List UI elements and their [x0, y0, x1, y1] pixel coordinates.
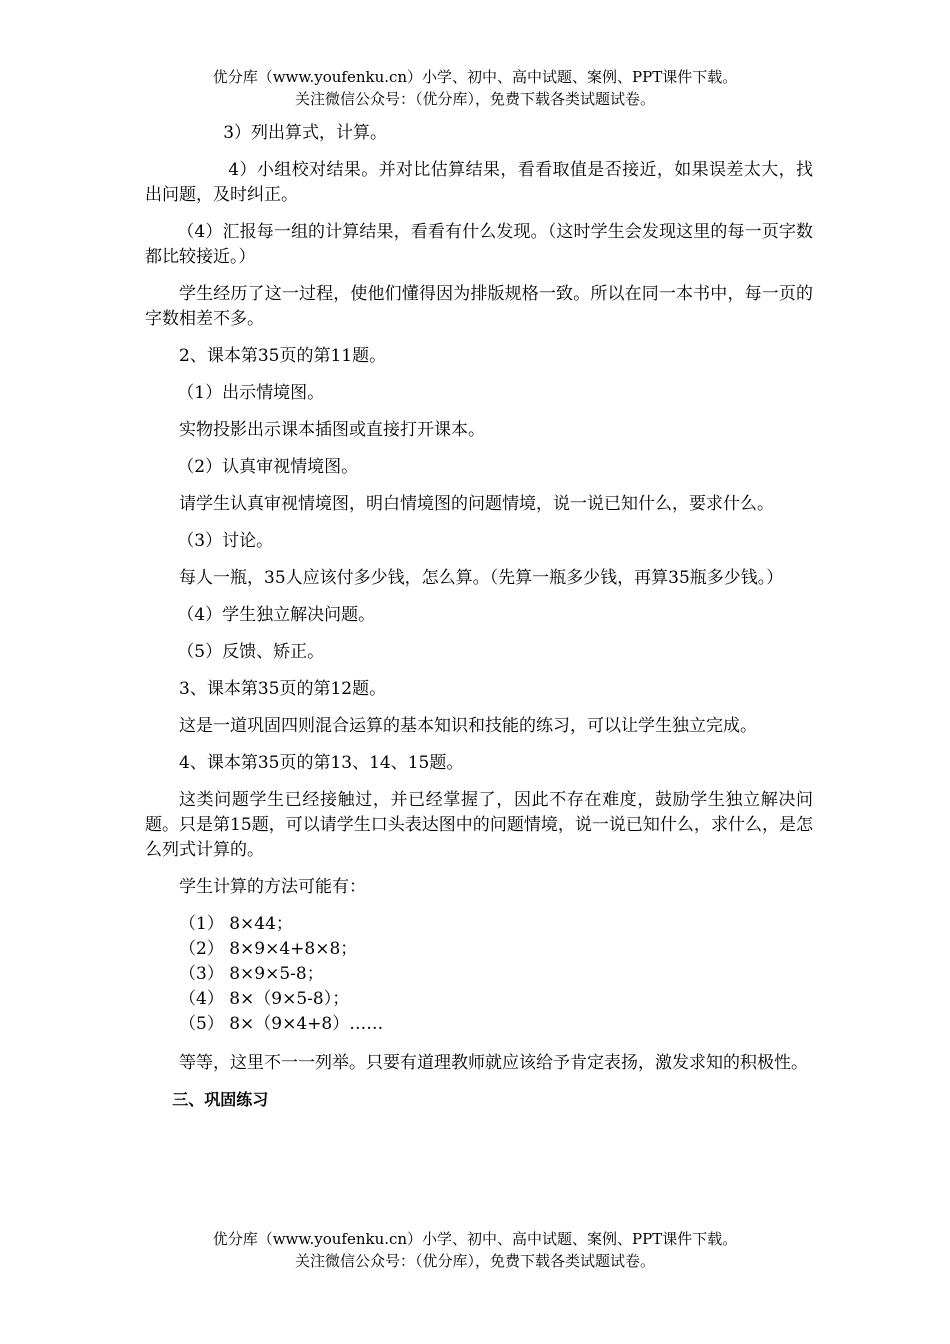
page-header	[0, 66, 950, 110]
paragraph-step-3: 3）列出算式，计算。	[223, 123, 388, 143]
footer-line-1: 优分库（www.youfenku.cn）小学、初中、高中试题、案例、PPT课件下载。	[212, 1230, 738, 1248]
document-body	[145, 121, 813, 1112]
paragraph-report: （4）汇报每一组的计算结果，看看有什么发现。（这时学生会发现这里的每一页字数都比较接近。）	[145, 222, 813, 267]
header-line-1: 优分库（www.youfenku.cn）小学、初中、高中试题、案例、PPT课件下载。	[212, 68, 738, 86]
paragraph-feedback: （5）反馈、矫正。	[177, 642, 325, 662]
section-heading-consolidation: 三、巩固练习	[172, 1090, 269, 1109]
formula-item: （1） 8×44；	[179, 914, 293, 934]
paragraph-projection: 实物投影出示课本插图或直接打开课本。	[179, 420, 485, 440]
paragraph-exercise-12-detail: 这是一道巩固四则混合运算的基本知识和技能的练习，可以让学生独立完成。	[179, 716, 757, 736]
paragraph-discuss-detail: 每人一瓶，35人应该付多少钱，怎么算。（先算一瓶多少钱，再算35瓶多少钱。）	[179, 568, 784, 588]
formula-list	[145, 912, 813, 1037]
formula-item: （4） 8×（9×5-8）；	[179, 989, 350, 1009]
formula-item: （5） 8×（9×4+8）……	[179, 1014, 384, 1034]
paragraph-exercise-12: 3、课本第35页的第12题。	[179, 679, 387, 699]
paragraph-summary: 学生经历了这一过程，使他们懂得因为排版规格一致。所以在同一本书中，每一页的字数相差不多。	[145, 284, 813, 329]
paragraph-show-picture: （1）出示情境图。	[177, 383, 325, 403]
paragraph-examine-detail: 请学生认真审视情境图，明白情境图的问题情境，说一说已知什么，要求什么。	[179, 494, 774, 514]
header-line-2: 关注微信公众号：（优分库），免费下载各类试题试卷。	[294, 90, 655, 108]
paragraph-solve: （4）学生独立解决问题。	[177, 605, 376, 625]
paragraph-examine-picture: （2）认真审视情境图。	[177, 457, 359, 477]
page-footer	[0, 1228, 950, 1272]
paragraph-discuss: （3）讨论。	[177, 531, 274, 551]
paragraph-exercise-13-15-detail: 这类问题学生已经接触过，并已经掌握了，因此不存在难度，鼓励学生独立解决问题。只是第15题，可以请学生口头表达图中的问题情境，说一说已知什么，求什么，是怎么列式计算的。	[145, 790, 813, 860]
footer-line-2: 关注微信公众号：（优分库），免费下载各类试题试卷。	[294, 1252, 655, 1270]
paragraph-exercise-11: 2、课本第35页的第11题。	[179, 346, 387, 366]
paragraph-conclusion: 等等，这里不一一列举。只要有道理教师就应该给予肯定表扬，激发求知的积极性。	[179, 1053, 808, 1073]
paragraph-methods-intro: 学生计算的方法可能有：	[179, 877, 366, 897]
paragraph-step-4: 4）小组校对结果。并对比估算结果，看看取值是否接近，如果误差太大，找出问题，及时纠正。	[145, 160, 813, 205]
formula-item: （2） 8×9×4+8×8；	[179, 939, 358, 959]
formula-item: （3） 8×9×5-8；	[179, 964, 324, 984]
paragraph-exercise-13-15: 4、课本第35页的第13、14、15题。	[179, 753, 464, 773]
